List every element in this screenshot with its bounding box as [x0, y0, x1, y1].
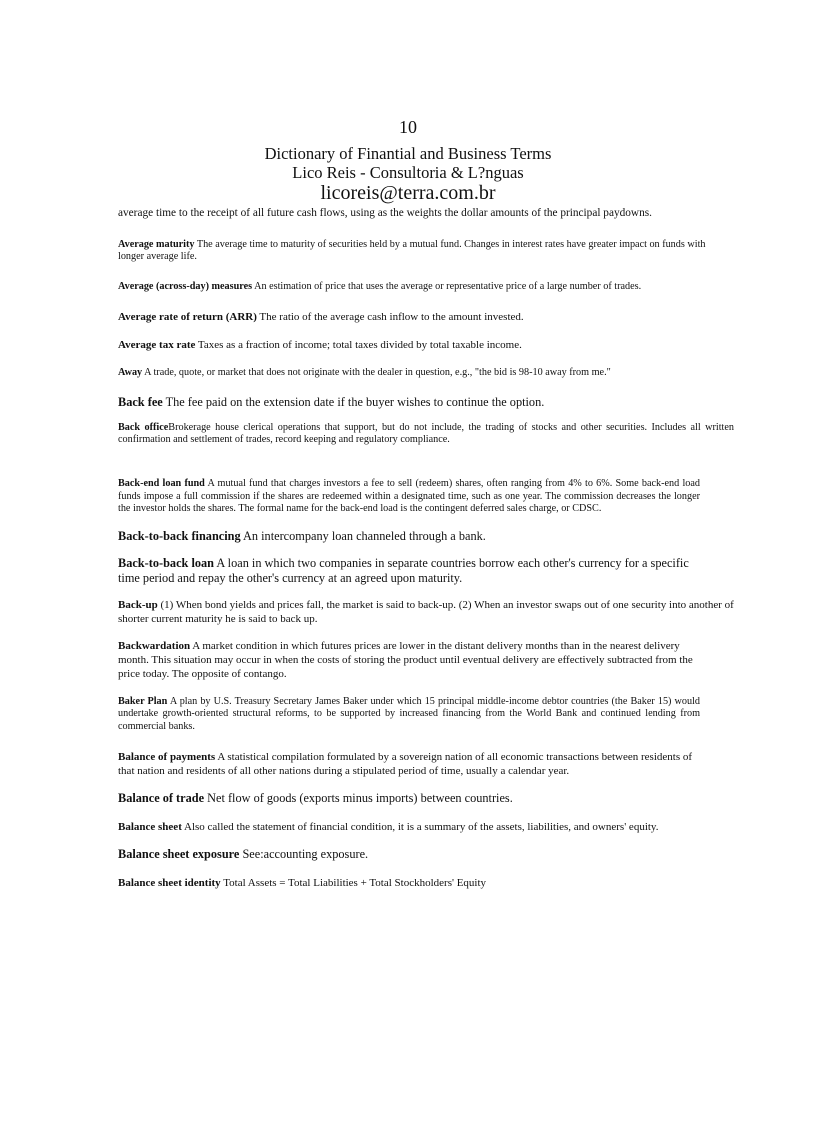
entry-back-end-loan-fund — [118, 478, 700, 516]
entry-term: Backwardation — [118, 639, 191, 652]
entry-balance-of-payments — [118, 750, 696, 778]
entry-back-up — [118, 598, 734, 626]
entry-away — [118, 367, 734, 380]
page-header — [0, 116, 816, 204]
entry-term: Back fee — [118, 394, 163, 409]
entry-term: Away — [118, 367, 143, 379]
entry-average-across-day-measures — [118, 281, 734, 294]
entry-baker-plan — [118, 696, 700, 734]
entry-definition: The fee paid on the extension date if the buyer wishes to continue the option. — [162, 394, 545, 409]
entry-term: Balance of trade — [118, 790, 205, 805]
entry-definition: A statistical compilation formulated by a sovereign nation of all economic transactions between residents of that nation and residents of all other nations during a stipulated period of time, usually a calendar year. — [118, 750, 693, 777]
entry-term: Balance of payments — [118, 750, 216, 763]
entry-term: Average (across-day) measures — [118, 280, 253, 292]
entry-term: Back office — [118, 421, 169, 433]
entry-definition: Total Assets = Total Liabilities + Total Stockholders' Equity — [220, 876, 487, 889]
entry-back-to-back-financing — [118, 529, 734, 544]
entry-definition: Taxes as a fraction of income; total taxes divided by total taxable income. — [195, 339, 522, 352]
entry-definition: See:accounting exposure. — [239, 846, 369, 861]
glossary-content — [118, 206, 734, 890]
entry-term: Balance sheet — [118, 820, 182, 833]
entry-term: Average rate of return (ARR) — [118, 311, 257, 324]
entry-definition: Also called the statement of financial condition, it is a summary of the assets, liabilities, and owners' equity. — [181, 820, 659, 833]
entry-definition: A mutual fund that charges investors a fee to sell (redeem) shares, often ranging from 4% to 6%. Some back-end load funds impose a full commission if the shares are redeemed within a designated time, such as one year. The commission decreases the longer the investor holds the shares. The formal name for the back-end load is the contingent deferred sales charge, or CDSC. — [118, 478, 700, 515]
author-line: Lico Reis - Consultoria & L?nguas — [292, 163, 524, 182]
entry-backwardation — [118, 639, 708, 681]
entry-balance-sheet-exposure — [118, 847, 734, 862]
entry-term: Average maturity — [118, 238, 195, 250]
entry-term: Back-end loan fund — [118, 478, 205, 490]
entry-definition: A trade, quote, or market that does not originate with the dealer in question, e.g., "the bid is 98-10 away from me." — [142, 367, 611, 379]
entry-definition: The average time to maturity of securities held by a mutual fund. Changes in interest rates have greater impact on funds with longer average life. — [118, 238, 706, 263]
entry-definition: (1) When bond yields and prices fall, the market is said to back-up. (2) When an investor swaps out of one security into another of shorter current maturity he is said to back up. — [118, 598, 734, 625]
entry-average-rate-of-return — [118, 310, 734, 324]
entry-term: Back-to-back loan — [118, 555, 214, 570]
entry-definition: Net flow of goods (exports minus imports) between countries. — [204, 790, 513, 805]
entry-definition: A plan by U.S. Treasury Secretary James Baker under which 15 principal middle-income debtor countries (the Baker 15) would undertake growth-oriented structural reforms, to be supported by increased financing from the World Bank and continued lending from commercial banks. — [118, 695, 700, 733]
author-email: licoreis@terra.com.br — [320, 182, 496, 204]
entry-balance-of-trade — [118, 791, 734, 806]
entry-definition: A loan in which two companies in separate countries borrow each other's currency for a specific time period and repay the other's currency at an agreed upon maturity. — [118, 555, 689, 585]
entry-balance-sheet-identity — [118, 876, 734, 890]
entry-term: Balance sheet exposure — [118, 846, 240, 861]
continued-definition: average time to the receipt of all future cash flows, using as the weights the dollar amounts of the principal paydowns. — [118, 207, 652, 219]
entry-definition: An estimation of price that uses the average or representative price of a large number of trades. — [252, 280, 642, 292]
entry-term: Average tax rate — [118, 339, 196, 352]
entry-back-office — [118, 422, 734, 447]
document-title: Dictionary of Finantial and Business Terms — [264, 144, 552, 163]
entry-definition: An intercompany loan channeled through a bank. — [240, 528, 486, 543]
entry-term: Balance sheet identity — [118, 876, 221, 889]
entry-average-tax-rate — [118, 338, 734, 352]
entry-term: Back-up — [118, 598, 158, 611]
entry-definition: Brokerage house clerical operations that support, but do not include, the trading of stocks and other securities. Includes all written confirmation and settlement of trades, record keeping and regulatory compliance. — [118, 421, 734, 446]
entry-average-maturity — [118, 239, 734, 264]
entry-balance-sheet — [118, 820, 708, 834]
entry-back-to-back-loan — [118, 556, 710, 586]
entry-term: Back-to-back financing — [118, 528, 241, 543]
entry-definition: The ratio of the average cash inflow to the amount invested. — [256, 311, 524, 324]
page-number: 10 — [399, 117, 417, 137]
entry-definition: A market condition in which futures prices are lower in the distant delivery months than in the nearest delivery month. This situation may occur in when the costs of storing the product until eventual delivery are effectively subtracted from the price today. The opposite of contango. — [118, 639, 693, 680]
entry-term: Baker Plan — [118, 695, 168, 707]
entry-back-fee — [118, 395, 734, 410]
